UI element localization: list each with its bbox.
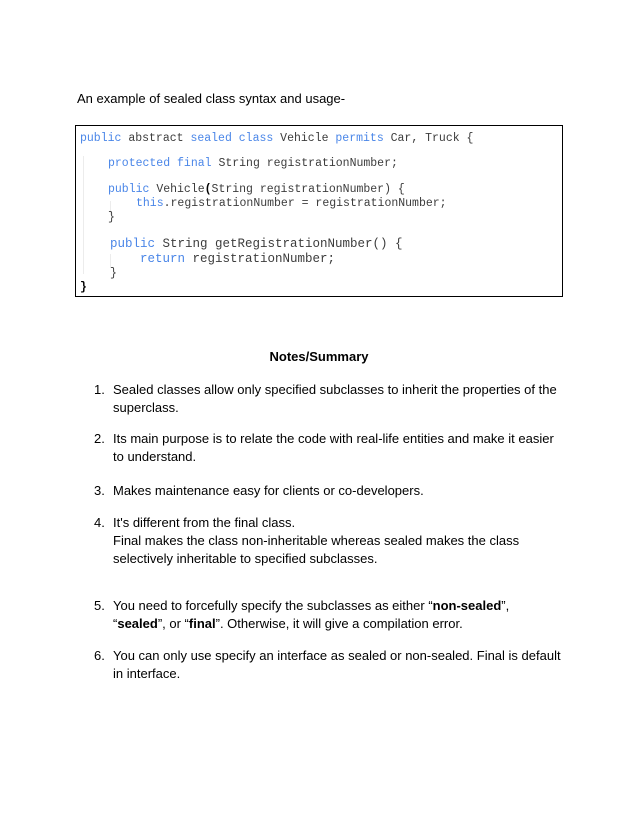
code-block: [75, 125, 563, 297]
code-line: }: [110, 267, 117, 280]
list-text: Makes maintenance easy for clients or co-developers.: [113, 483, 424, 498]
list-text: You can only use specify an interface as sealed or non-sealed. Final is default in interface.: [113, 648, 561, 681]
list-text: Its main purpose is to relate the code with real-life entities and make it easier to understand.: [113, 431, 554, 464]
indent-guide: [83, 156, 84, 274]
code-line: }: [80, 281, 87, 294]
list-text: Sealed classes allow only specified subclasses to inherit the properties of the superclass.: [113, 382, 557, 415]
code-line: this.registrationNumber = registrationNumber;: [136, 197, 447, 210]
notes-title: Notes/Summary: [269, 349, 369, 364]
indent-guide: [110, 254, 111, 268]
code-line: public String getRegistrationNumber() {: [110, 237, 403, 251]
intro-text: An example of sealed class syntax and usage-: [77, 91, 346, 106]
list-text: You need to forcefully specify the subclasses as either “non-sealed”, “sealed”, or “final”. Otherwise, it will give a compilation error.: [113, 598, 510, 631]
list-text-line: It's different from the final class.: [113, 515, 296, 530]
code-line: public Vehicle(String registrationNumber) {: [108, 183, 405, 196]
code-line: return registrationNumber;: [140, 252, 336, 266]
code-line: public abstract sealed class Vehicle permits Car, Truck {: [80, 132, 474, 145]
list-number: 2.: [94, 431, 105, 446]
code-line: protected final String registrationNumber;: [108, 157, 398, 170]
code-line: }: [108, 211, 115, 224]
list-number: 6.: [94, 648, 105, 663]
list-text: [113, 514, 565, 568]
list-text-line: Final makes the class non-inheritable whereas sealed makes the class selectively inheritable to specified subclasses.: [113, 533, 520, 566]
list-number: 1.: [94, 382, 105, 397]
list-number: 4.: [94, 515, 105, 530]
list-number: 3.: [94, 483, 105, 498]
list-number: 5.: [94, 598, 105, 613]
